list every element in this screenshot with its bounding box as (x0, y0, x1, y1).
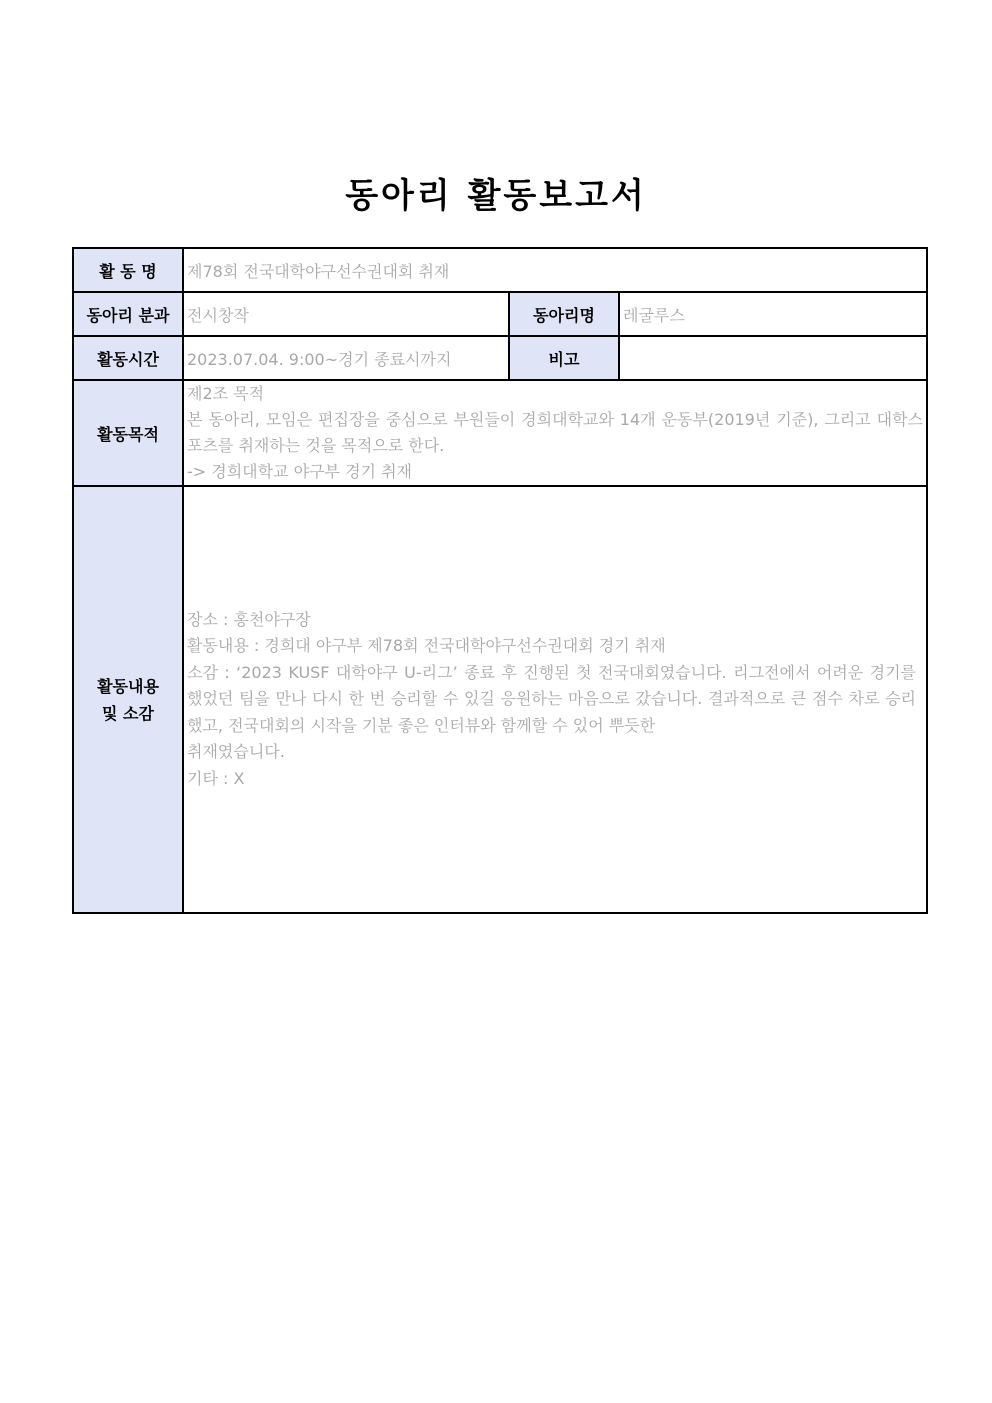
activity-time-label: 활동시간 (73, 336, 183, 380)
remarks-label: 비고 (509, 336, 619, 380)
activity-name-value: 제78회 전국대학야구선수권대회 취재 (183, 248, 927, 292)
content-etc: 기타 : X (187, 768, 245, 788)
activity-name-label: 활 동 명 (73, 248, 183, 292)
purpose-heading: 제2조 목적 (187, 384, 265, 403)
content-activity: 활동내용 : 경희대 야구부 제78회 전국대학야구선수권대회 경기 취재 (187, 636, 666, 656)
content-label-line2: 및 소감 (102, 703, 154, 723)
row-purpose (73, 380, 927, 486)
content-body (183, 486, 927, 913)
purpose-content (183, 380, 927, 486)
content-impression-end: 취재였습니다. (187, 742, 285, 762)
club-name-label: 동아리명 (509, 292, 619, 336)
content-place: 장소 : 홍천야구장 (187, 609, 311, 629)
content-label-line1: 활동내용 (97, 676, 159, 696)
purpose-note: -> 경희대학교 야구부 경기 취재 (187, 462, 412, 481)
content-label (73, 486, 183, 913)
remarks-value (619, 336, 927, 380)
club-name-value: 레굴루스 (619, 292, 927, 336)
page-title: 동아리 활동보고서 (345, 176, 647, 216)
activity-time-value: 2023.07.04. 9:00~경기 종료시까지 (183, 336, 509, 380)
row-activity-name (73, 248, 927, 292)
purpose-body: 본 동아리, 모임은 편집장을 중심으로 부원들이 경희대학교와 14개 운동부(2019년 기준), 그리고 대학스포츠를 취재하는 것을 목적으로 한다. (187, 410, 923, 455)
activity-report-table (72, 247, 928, 914)
purpose-label: 활동목적 (73, 380, 183, 486)
row-club-category (73, 292, 927, 336)
club-category-value: 전시창작 (183, 292, 509, 336)
row-activity-time (73, 336, 927, 380)
content-impression: 소감 : ‘2023 KUSF 대학야구 U-리그’ 종료 후 진행된 첫 전국대회였습니다. 리그전에서 어려운 경기를 했었던 팀을 만나 다시 한 번 승리할 수 있길 응원하는 마음으로 갔습니다. 결과적으로 큰 점수 차로 승리했고, 전국대회의 시작을 기분 좋은 인터뷰와 함께할 수 있어 뿌듯한 (187, 662, 916, 735)
club-category-label: 동아리 분과 (73, 292, 183, 336)
row-content (73, 486, 927, 913)
